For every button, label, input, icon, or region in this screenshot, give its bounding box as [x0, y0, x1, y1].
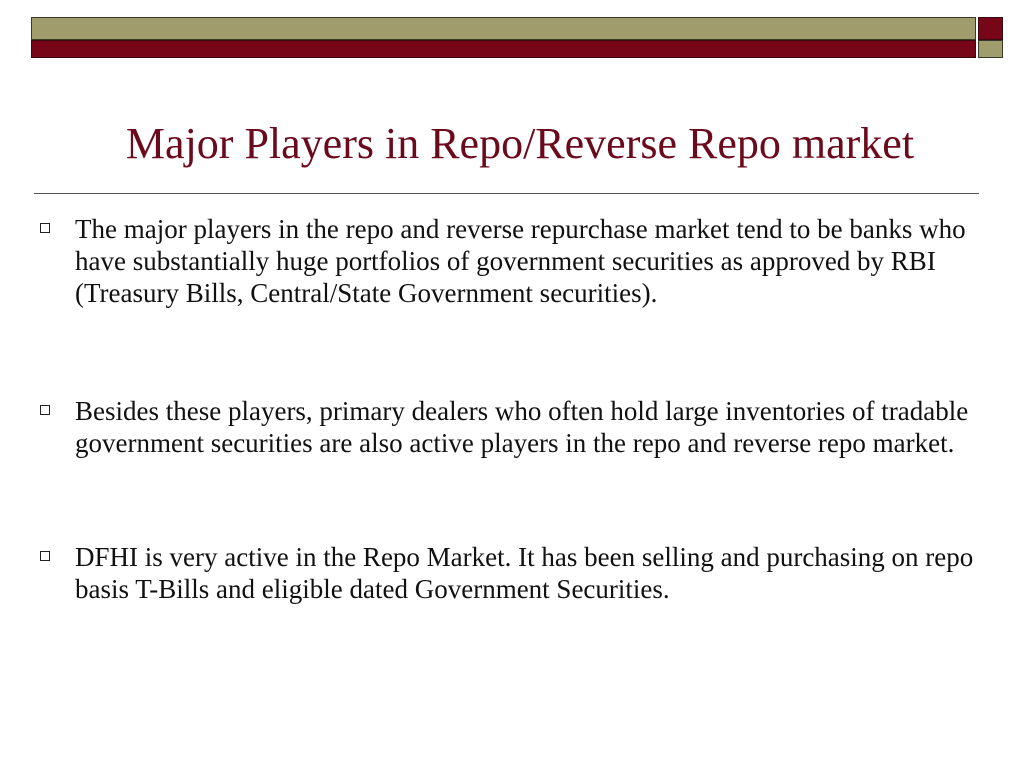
header-corner-olive — [978, 40, 1003, 58]
hollow-square-bullet-icon — [40, 223, 50, 233]
header-band-maroon — [31, 40, 976, 58]
title-divider — [34, 193, 979, 194]
bullet-text: The major players in the repo and reverse repurchase market tend to be banks who have substantially huge portfolios of government securities as approved by RBI (Treasury Bills, Central/State Government securities). — [75, 214, 966, 308]
hollow-square-bullet-icon — [40, 405, 50, 415]
hollow-square-bullet-icon — [40, 551, 50, 561]
bullet-text: DFHI is very active in the Repo Market. It has been selling and purchasing on repo basis T-Bills and eligible dated Government Securities. — [75, 542, 974, 604]
bullet-text: Besides these players, primary dealers who often hold large inventories of tradable government securities are also active players in the repo and reverse repo market. — [75, 396, 969, 458]
header-corner-maroon — [978, 17, 1003, 40]
slide-title: Major Players in Repo/Reverse Repo market — [125, 119, 915, 168]
header-band-olive — [31, 17, 976, 40]
